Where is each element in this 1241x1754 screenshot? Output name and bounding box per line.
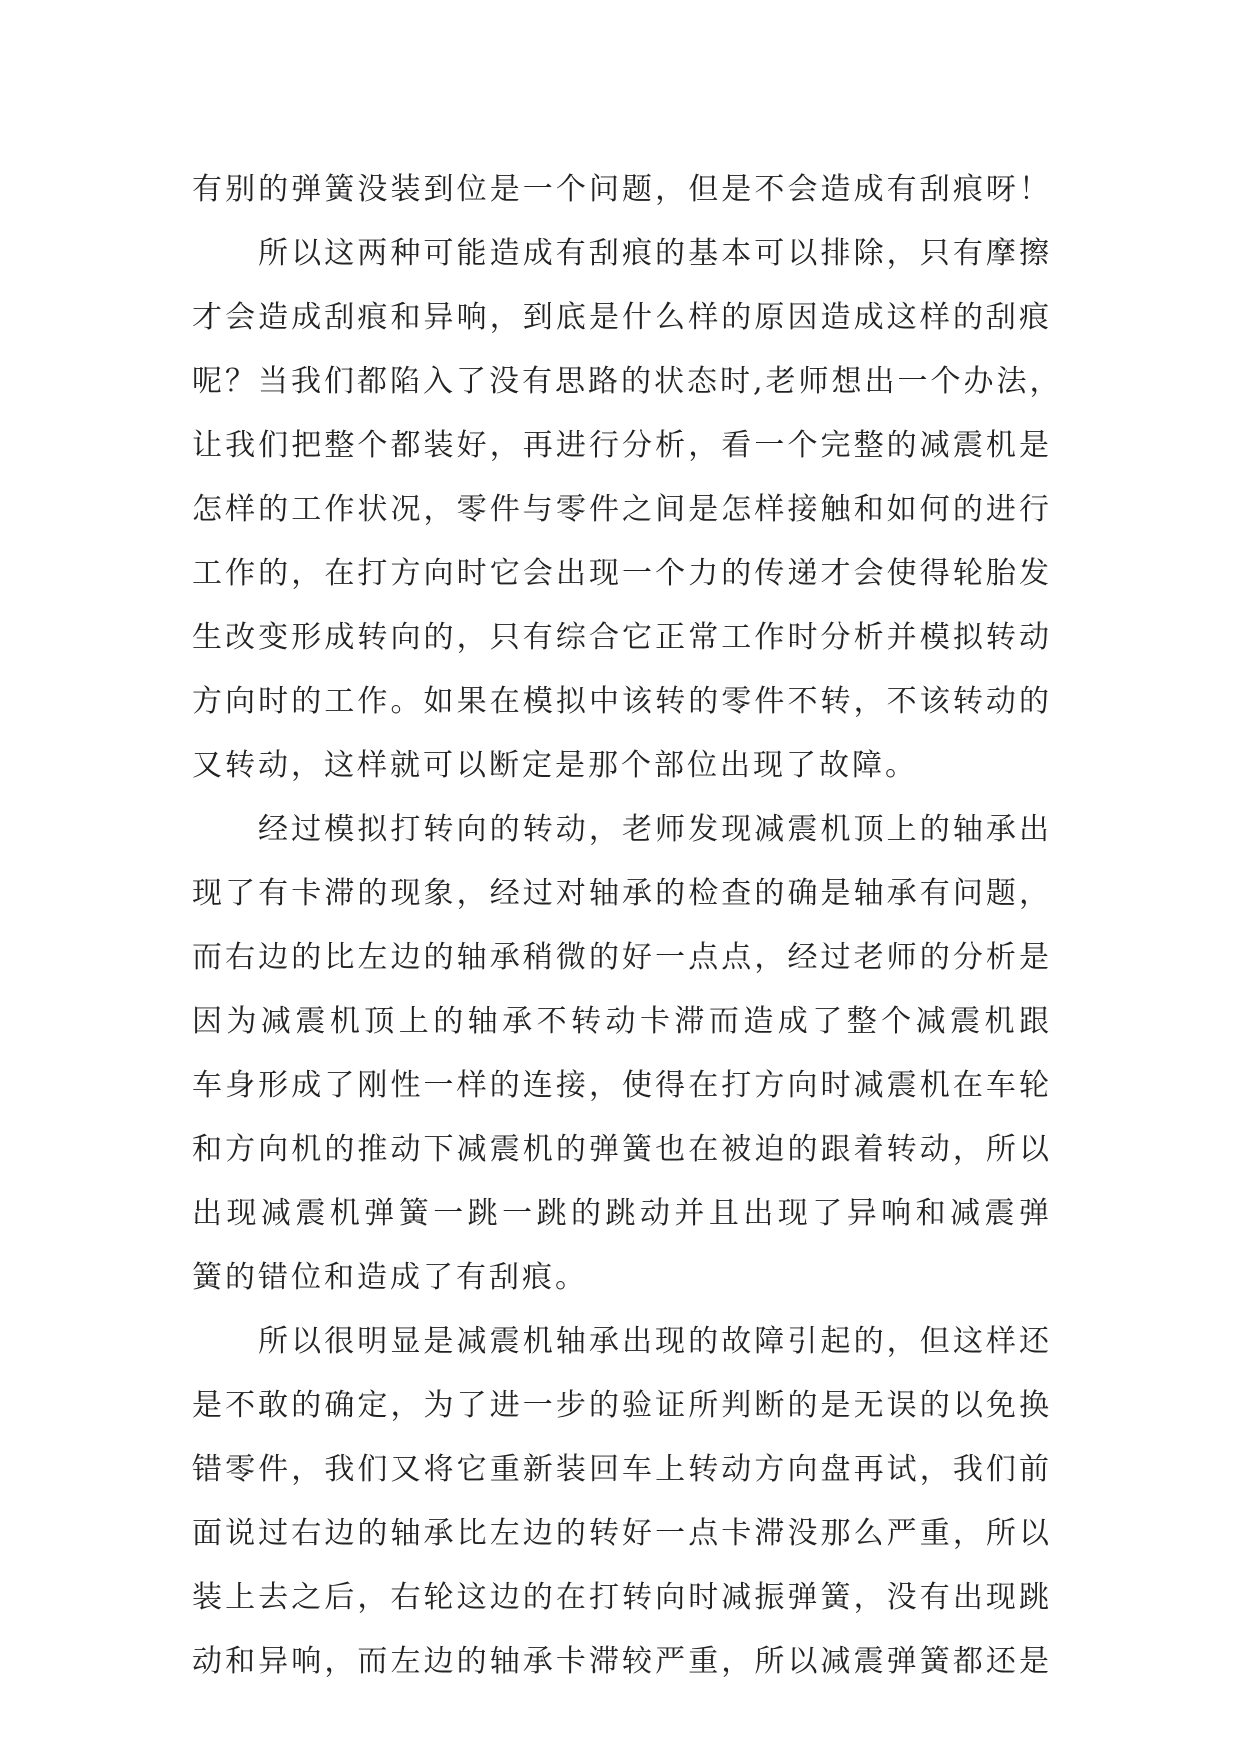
text-line: 因为减震机顶上的轴承不转动卡滞而造成了整个减震机跟 bbox=[192, 1004, 1052, 1039]
text-line: 方向时的工作。如果在模拟中该转的零件不转，不该转动的 bbox=[192, 684, 1052, 719]
paragraph-last-line: 簧的错位和造成了有刮痕。 bbox=[192, 1260, 588, 1295]
text-line: 才会造成刮痕和异响，到底是什么样的原因造成这样的刮痕 bbox=[192, 300, 1052, 335]
paragraph-first-line: 所以这两种可能造成有刮痕的基本可以排除，只有摩擦 bbox=[258, 236, 1052, 271]
text-line: 出现减震机弹簧一跳一跳的跳动并且出现了异响和减震弹 bbox=[192, 1196, 1052, 1231]
text-line: 装上去之后，右轮这边的在打转向时减振弹簧，没有出现跳 bbox=[192, 1580, 1052, 1615]
paragraph-first-line: 经过模拟打转向的转动，老师发现减震机顶上的轴承出 bbox=[258, 812, 1052, 847]
text-line: 是不敢的确定，为了进一步的验证所判断的是无误的以免换 bbox=[192, 1388, 1052, 1423]
paragraph-last-line: 又转动，这样就可以断定是那个部位出现了故障。 bbox=[192, 748, 918, 783]
text-line: 呢？当我们都陷入了没有思路的状态时,老师想出一个办法， bbox=[192, 364, 1063, 399]
text-line: 怎样的工作状况，零件与零件之间是怎样接触和如何的进行 bbox=[192, 492, 1052, 527]
text-line: 车身形成了刚性一样的连接，使得在打方向时减震机在车轮 bbox=[192, 1068, 1052, 1103]
text-line: 而右边的比左边的轴承稍微的好一点点，经过老师的分析是 bbox=[192, 940, 1052, 975]
body-text bbox=[192, 158, 1063, 1694]
paragraph-first-line: 所以很明显是减震机轴承出现的故障引起的，但这样还 bbox=[258, 1324, 1052, 1359]
text-line: 和方向机的推动下减震机的弹簧也在被迫的跟着转动，所以 bbox=[192, 1132, 1052, 1167]
text-line: 生改变形成转向的，只有综合它正常工作时分析并模拟转动 bbox=[192, 620, 1052, 655]
text-line: 让我们把整个都装好，再进行分析，看一个完整的减震机是 bbox=[192, 428, 1052, 463]
text-line: 有别的弹簧没装到位是一个问题，但是不会造成有刮痕呀！ bbox=[192, 172, 1052, 207]
text-line: 现了有卡滞的现象，经过对轴承的检查的确是轴承有问题， bbox=[192, 876, 1052, 911]
text-line: 工作的，在打方向时它会出现一个力的传递才会使得轮胎发 bbox=[192, 556, 1052, 591]
text-line: 错零件，我们又将它重新装回车上转动方向盘再试，我们前 bbox=[192, 1452, 1052, 1487]
text-line: 动和异响，而左边的轴承卡滞较严重，所以减震弹簧都还是 bbox=[192, 1644, 1052, 1679]
text-line: 面说过右边的轴承比左边的转好一点卡滞没那么严重，所以 bbox=[192, 1516, 1052, 1551]
